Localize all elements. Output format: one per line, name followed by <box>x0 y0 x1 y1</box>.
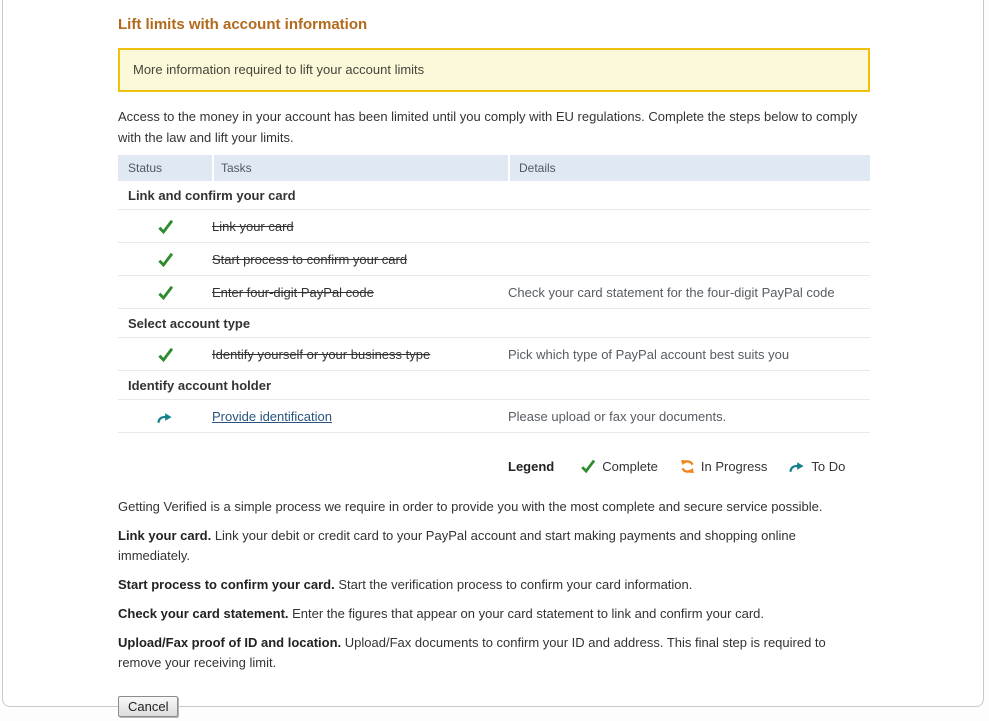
legend-item-in-progress <box>680 459 767 474</box>
section-title: Link and confirm your card <box>118 181 870 210</box>
legend <box>118 458 870 474</box>
check-icon <box>157 218 174 235</box>
column-header-tasks: Tasks <box>212 155 508 181</box>
todo-arrow-icon <box>789 460 805 473</box>
check-icon <box>157 251 174 268</box>
info-paragraph <box>118 575 870 595</box>
table-header-row <box>118 155 870 181</box>
table-row <box>118 210 870 243</box>
task-cell <box>212 400 508 433</box>
legend-label: Legend <box>508 458 555 474</box>
check-icon <box>157 284 174 301</box>
column-header-details: Details <box>508 155 870 181</box>
paragraph-text: Link your debit or credit card to your PayPal account and start making payments and shopping online immediately. <box>118 528 796 563</box>
column-header-status: Status <box>118 155 212 181</box>
paragraph-bold-lead: Link your card. <box>118 528 212 543</box>
task-label: Link your card <box>212 218 294 234</box>
section-title: Select account type <box>118 309 870 338</box>
paragraph-text: Enter the figures that appear on your card statement to link and confirm your card. <box>288 606 764 621</box>
paragraph-text: Getting Verified is a simple process we require in order to provide you with the most complete and secure service possible. <box>118 499 823 514</box>
alert-message: More information required to lift your account limits <box>133 62 425 77</box>
info-paragraph <box>118 497 870 517</box>
legend-item-label: To Do <box>811 458 846 474</box>
table-row <box>118 276 870 309</box>
section-row-identify-account-holder <box>118 371 870 400</box>
alert-banner <box>118 48 870 92</box>
cancel-button[interactable]: Cancel <box>118 696 178 717</box>
status-cell <box>118 243 212 276</box>
tasks-table <box>118 155 870 433</box>
task-label: Enter four-digit PayPal code <box>212 284 374 300</box>
task-cell <box>212 276 508 309</box>
status-cell <box>118 276 212 309</box>
paragraph-bold-lead: Start process to confirm your card. <box>118 577 335 592</box>
legend-item-to-do <box>789 459 845 474</box>
provide-identification-link[interactable]: Provide identification <box>212 408 332 424</box>
table-row <box>118 338 870 371</box>
table-row <box>118 400 870 433</box>
info-paragraph <box>118 526 870 566</box>
status-cell <box>118 210 212 243</box>
details-cell: Please upload or fax your documents. <box>508 400 870 433</box>
paragraph-bold-lead: Upload/Fax proof of ID and location. <box>118 635 342 650</box>
section-row-select-account-type <box>118 309 870 338</box>
task-label: Start process to confirm your card <box>212 251 408 267</box>
task-label: Identify yourself or your business type <box>212 346 431 362</box>
section-title: Identify account holder <box>118 371 870 400</box>
check-icon <box>157 346 174 363</box>
refresh-icon <box>680 459 695 474</box>
details-cell <box>508 243 870 276</box>
paragraph-text: Upload/Fax documents to confirm your ID and address. This final step is required to remove your receiving limit. <box>118 635 826 670</box>
paragraph-bold-lead: Check your card statement. <box>118 606 289 621</box>
status-cell <box>118 400 212 433</box>
table-row <box>118 243 870 276</box>
info-paragraph <box>118 633 870 673</box>
section-row-link-and-confirm <box>118 181 870 210</box>
legend-item-label: Complete <box>602 458 658 474</box>
legend-item-complete <box>580 458 658 474</box>
details-cell: Check your card statement for the four-digit PayPal code <box>508 276 870 309</box>
status-cell <box>118 338 212 371</box>
check-icon <box>580 458 596 474</box>
details-cell: Pick which type of PayPal account best suits you <box>508 338 870 371</box>
task-cell <box>212 338 508 371</box>
info-paragraphs <box>118 497 870 673</box>
intro-text: Access to the money in your account has been limited until you comply with EU regulations. Complete the steps below to comply with the law and lift your limits. <box>118 109 858 145</box>
task-cell <box>212 243 508 276</box>
legend-item-label: In Progress <box>700 458 768 474</box>
task-cell <box>212 210 508 243</box>
todo-arrow-icon <box>157 411 173 424</box>
main-content <box>118 0 870 717</box>
details-cell <box>508 210 870 243</box>
paragraph-text: Start the verification process to confirm your card information. <box>334 577 693 592</box>
info-paragraph <box>118 604 870 624</box>
page-title: Lift limits with account information <box>118 16 368 33</box>
